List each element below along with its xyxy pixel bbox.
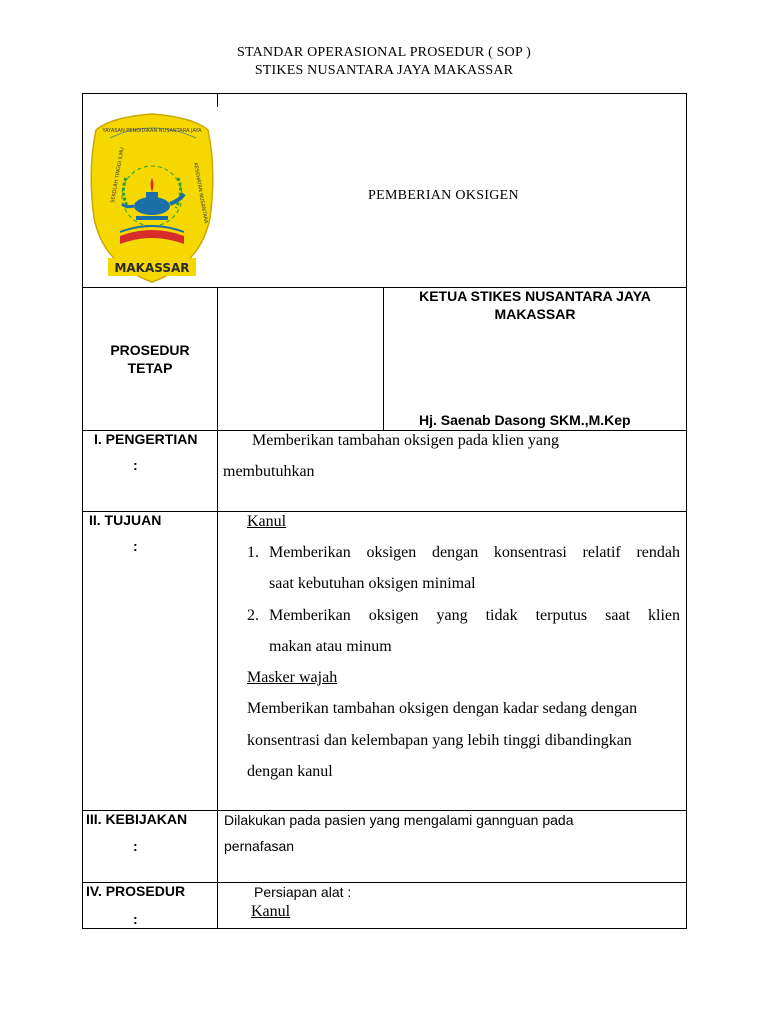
list-item-text: saat kebutuhan oksigen minimal (269, 575, 476, 592)
masker-text-line-3: dengan kanul (247, 763, 333, 780)
svg-text:KESEHATAN NUSANTARA: KESEHATAN NUSANTARA (192, 162, 209, 225)
table-border-left (82, 93, 83, 929)
list-item-text: Memberikan oksigen yang tidak terputus saat klien (269, 607, 680, 624)
ketua-title-line-2: MAKASSAR (494, 306, 576, 322)
prosedur-text-line-1: Persiapan alat : (254, 884, 352, 900)
table-border-top (82, 93, 687, 94)
table-row-divider (82, 511, 687, 512)
table-col-divider (217, 287, 218, 929)
table-border-right (686, 93, 687, 929)
section-colon: : (133, 538, 138, 554)
masker-text-line-1: Memberikan tambahan oksigen dengan kadar sedang dengan (247, 700, 638, 717)
page-title: PEMBERIAN OKSIGEN (368, 188, 519, 203)
ketua-title-line-1: KETUA STIKES NUSANTARA JAYA (419, 288, 651, 304)
institution-logo (86, 108, 218, 286)
section-label-kebijakan: III. KEBIJAKAN (86, 811, 188, 827)
procedure-label-line-1: PROSEDUR (110, 342, 190, 358)
section-label-pengertian: I. PENGERTIAN (94, 431, 198, 447)
header-line-1: STANDAR OPERASIONAL PROSEDUR ( SOP ) (236, 45, 532, 60)
svg-text:SEKOLAH TINGGI ILMU: SEKOLAH TINGGI ILMU (110, 146, 126, 204)
section-label-prosedur: IV. PROSEDUR (86, 883, 186, 899)
masker-text-line-2: konsentrasi dan kelembapan yang lebih tinggi dibandingkan (247, 732, 632, 749)
section-colon: : (133, 911, 138, 927)
section-colon: : (133, 838, 138, 854)
svg-text:YAYASAN PENDIDIKAN NUSANTARA J: YAYASAN PENDIDIKAN NUSANTARA JAYA (102, 128, 202, 134)
masker-heading: Masker wajah (247, 669, 338, 686)
ketua-name: Hj. Saenab Dasong SKM.,M.Kep (419, 412, 631, 428)
kebijakan-text-line-1: Dilakukan pada pasien yang mengalami gannguan pada (224, 812, 574, 828)
table-col-divider-stub (217, 93, 218, 107)
kebijakan-text-line-2: pernafasan (224, 838, 295, 854)
table-border-bottom (82, 928, 687, 929)
section-label-tujuan: II. TUJUAN (89, 512, 162, 528)
list-item-text: Memberikan oksigen dengan konsentrasi relatif rendah (269, 544, 680, 561)
procedure-label-line-2: TETAP (127, 360, 173, 376)
pengertian-text-line-1: Memberikan tambahan oksigen pada klien yang (252, 432, 560, 449)
document-header (0, 44, 768, 80)
prosedur-kanul-heading: Kanul (251, 903, 291, 920)
section-colon: : (133, 457, 138, 473)
procedure-label (82, 341, 218, 377)
list-item-number: 1. (247, 544, 259, 561)
list-item-number: 2. (247, 607, 259, 624)
pengertian-text-line-2: membutuhkan (223, 463, 315, 480)
kanul-heading: Kanul (247, 513, 287, 530)
list-item-text: makan atau minum (269, 638, 392, 655)
header-line-2: STIKES NUSANTARA JAYA MAKASSAR (254, 63, 514, 78)
logo-emblem-icon (86, 108, 218, 286)
svg-text:MAKASSAR: MAKASSAR (114, 261, 190, 275)
ketua-title (384, 287, 686, 323)
